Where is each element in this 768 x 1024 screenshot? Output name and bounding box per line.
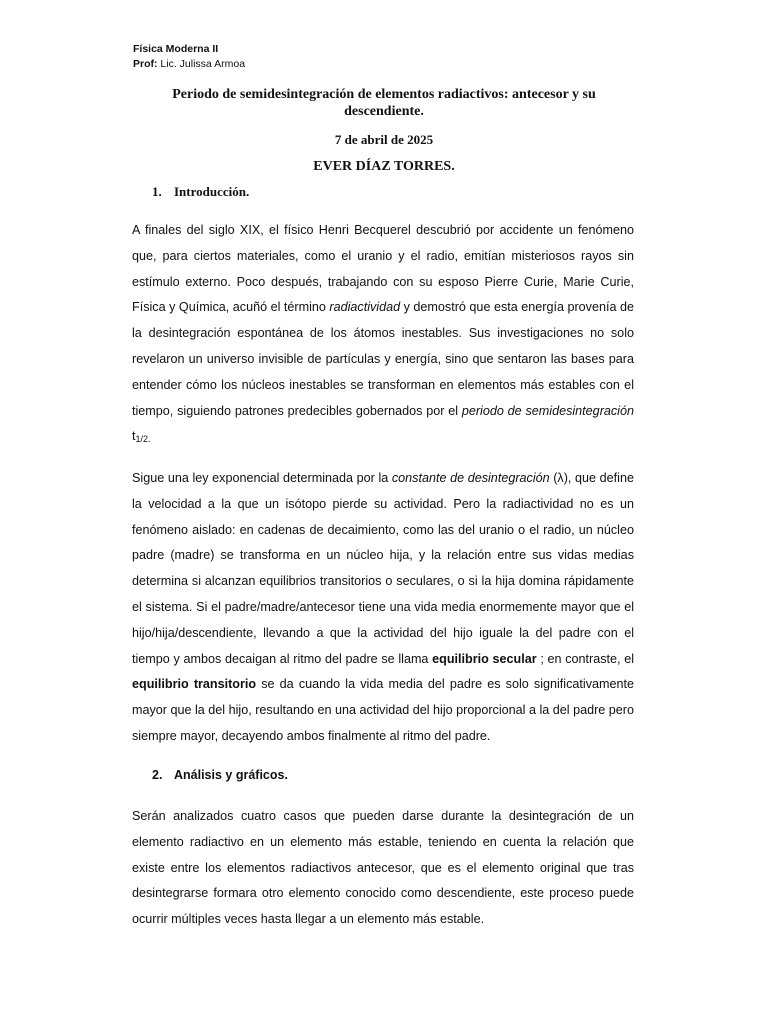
- professor-line: [133, 57, 245, 72]
- section-title: Análisis y gráficos.: [174, 768, 288, 782]
- course-name: Física Moderna II: [133, 43, 219, 55]
- term-equilibrio-secular: equilibrio secular: [432, 651, 537, 666]
- document-header: [133, 42, 245, 72]
- term-radiactividad: radiactividad: [329, 300, 401, 315]
- term-constante-desintegracion: constante de desintegración: [391, 471, 550, 485]
- document-date: 7 de abril de 2025: [334, 132, 434, 147]
- term-equilibrio-transitorio: equilibrio transitorio: [132, 677, 257, 692]
- professor-name: Lic. Julissa Armoa: [160, 58, 246, 70]
- term-periodo-semidesintegracion: periodo de semidesintegración: [461, 403, 634, 418]
- paragraph-introduction: A finales del siglo XIX, el físico Henri Becquerel descubrió por accidente un fenómeno que, para ciertos materiales, como el uranio y el radio, emitían misteriosos rayos sin estímulo externo. Poco después, trabajando con su esposo Pierre Curie, Marie Curie, Física y Química, acuñó el término radiactividad y demostró que esta energía provenía de la desintegración espontánea de los átomos inestables. Sus investigaciones no solo revelaron un universo invisible de partículas y energía, sino que sentaron las bases para entender cómo los núcleos inestables se transforman en elementos más estables con el tiempo, siguiendo patrones predecibles gobernados por el periodo de semidesintegración $t_{1/2.}$: [132, 223, 634, 445]
- section-heading-introduccion: [152, 184, 249, 200]
- paragraph-analysis: Serán analizados cuatro casos que pueden darse durante la desintegración de un elemento radiactivo en un elemento más estable, teniendo en cuenta la relación que existe entre los elementos radiactivos antecesor, que es el elemento original que tras desintegrarse formara otro elemento conocido como descendiente, este proceso puede ocurrir múltiples veces hasta llegar a un elemento más estable.: [132, 809, 634, 927]
- section-heading-analisis: [152, 768, 288, 782]
- paragraph-decay-law: Sigue una ley exponencial determinada por la constante de desintegración (λ), que define la velocidad a la que un isótopo pierde su actividad. Pero la radiactividad no es un fenómeno aislado: en cadenas de decaimiento, como las del uranio o el radio, un núcleo padre (madre) se transforma en un núcleo hija, y la relación entre sus vidas medias determina si alcanzan equilibrios transitorios o seculares, o si la hija domina rápidamente el sistema. Si el padre/madre/antecesor tiene una vida media enormemente mayor que el hijo/hija/descendiente, llevando a que la actividad del hijo iguale la del padre con el tiempo y ambos decaigan al ritmo del padre se llama equilibrio secular ; en contraste, el equilibrio transitorio se da cuando la vida media del padre es solo significativamente mayor que la del hijo, resultando en una actividad del hijo proporcional a la del padre pero siempre mayor, decayendo ambos finalmente al ritmo del padre.: [132, 471, 635, 743]
- document-title: Periodo de semidesintegración de elementos radiactivos: antecesor y su descendiente.: [172, 87, 596, 119]
- section-title: Introducción.: [174, 184, 250, 199]
- document-author: EVER DÍAZ TORRES.: [313, 159, 455, 174]
- section-number: 1.: [152, 184, 162, 199]
- half-life-subscript: 1/2: [135, 434, 149, 445]
- professor-label: Prof:: [133, 58, 158, 70]
- section-number: 2.: [152, 768, 163, 782]
